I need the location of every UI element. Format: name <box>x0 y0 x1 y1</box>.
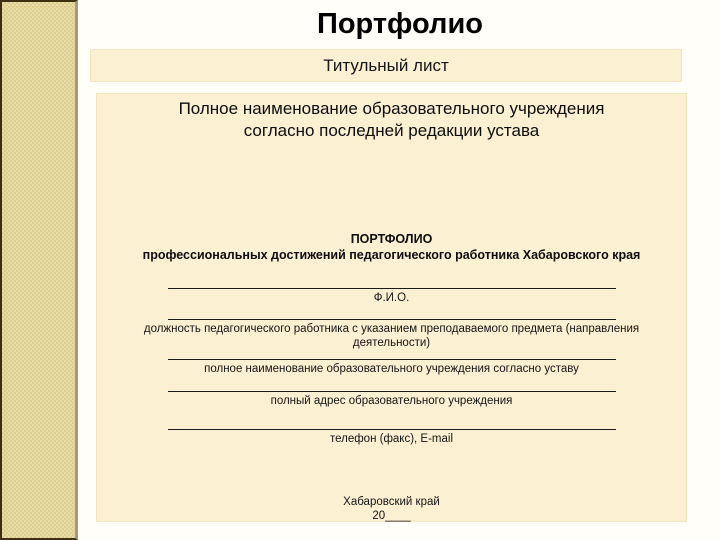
footer-year-blank: 20____ <box>372 510 411 522</box>
signature-line <box>168 288 616 289</box>
left-texture-strip <box>0 0 78 540</box>
field-row-contacts <box>97 429 686 446</box>
field-label-fio: Ф.И.О. <box>373 292 410 304</box>
panel-header-line2: согласно последней редакции устава <box>243 121 540 140</box>
signature-line <box>168 429 616 430</box>
field-label-contacts: телефон (факс), E-mail <box>329 433 454 445</box>
footer-region: Хабаровский край <box>343 496 440 508</box>
panel-header-line1: Полное наименование образовательного учреждения <box>178 99 605 118</box>
section-title: Титульный лист <box>323 56 449 75</box>
slide-title: Портфолио <box>316 8 484 40</box>
field-label-address: полный адрес образовательного учреждения <box>270 395 513 407</box>
panel-header <box>97 94 686 142</box>
section-title-bar <box>90 49 682 82</box>
portfolio-heading: ПОРТФОЛИО <box>350 232 433 246</box>
signature-line <box>168 319 616 320</box>
title-page-panel <box>96 93 687 522</box>
field-row-address <box>97 391 686 408</box>
signature-line <box>168 391 616 392</box>
field-row-fio <box>97 288 686 305</box>
field-label-position: должность педагогического работника с указанием преподаваемого предмета (направления деятельности) <box>143 323 640 349</box>
portfolio-heading-block <box>97 231 686 264</box>
field-row-position <box>97 319 686 350</box>
signature-line <box>168 359 616 360</box>
portfolio-subheading: профессиональных достижений педагогического работника Хабаровского края <box>142 248 641 262</box>
footer-block <box>97 495 686 523</box>
field-row-institution <box>97 359 686 376</box>
field-label-institution: полное наименование образовательного учреждения согласно уставу <box>204 363 579 375</box>
